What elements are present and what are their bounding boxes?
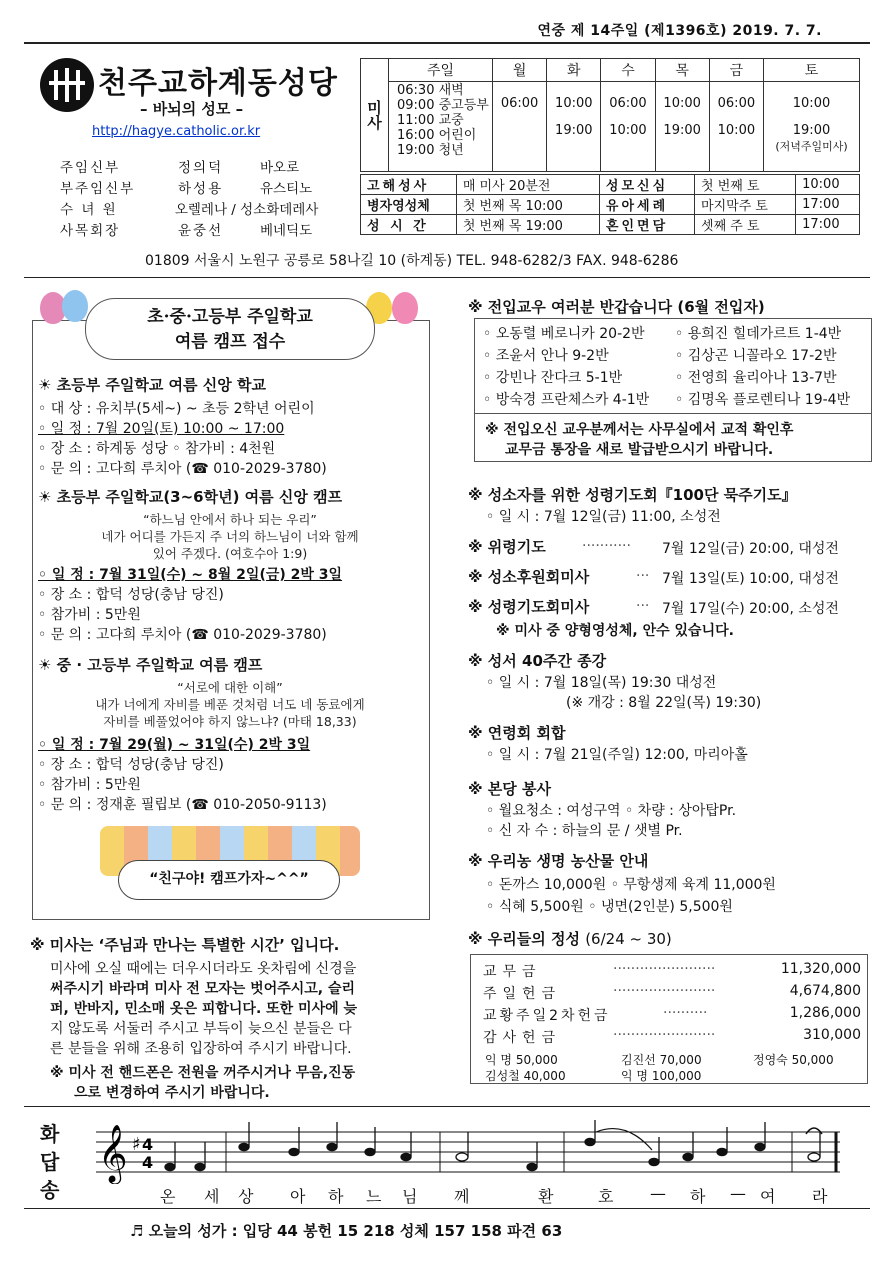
- dotted-leader: ···········: [582, 538, 631, 554]
- lyric-syllable: 께: [454, 1187, 470, 1206]
- lyric-syllable: 아: [290, 1187, 306, 1206]
- offering-row: 교황주일2차헌금 ·········· 1,286,000: [483, 1005, 861, 1024]
- event-title: ※ 본당 봉사: [468, 780, 551, 798]
- camp-quote: 있어 주겠다. (여호수아 1:9): [152, 546, 308, 561]
- mass-schedule-table: 미사 주일 월 화 수 목 금 토 06:30 새벽 09:00 중고등부 11:00 교중 16:00 어린이 19:00 청년 06:00 10:00 19:00 06:00 10:00 10:00 19:00 06:00 10:00 10:00 19:00 (저녁주일미사): [360, 58, 860, 172]
- lyric-syllable: —: [650, 1184, 666, 1203]
- mass-notice-heading: ※ 미사는 ‘주님과 만나는 특별한 시간’ 입니다.: [30, 936, 340, 954]
- lyric-syllable: 님: [402, 1187, 418, 1206]
- event-note: ※ 미사 중 양형영성체, 안수 있습니다.: [496, 623, 734, 639]
- event-detail: 7월 12일(금) 20:00, 대성전: [662, 541, 839, 557]
- event-title: ※ 우리농 생명 농산물 안내: [468, 852, 649, 870]
- event-detail: ◦ 월요청소 : 여성구역 ◦ 차량 : 상아탑Pr.: [486, 803, 737, 819]
- sunday-times: 06:30 새벽 09:00 중고등부 11:00 교중 16:00 어린이 19:00 청년: [389, 82, 493, 172]
- address: 01809 서울시 노원구 공릉로 58나길 10 (하계동) TEL. 948-6282/3 FAX. 948-6286: [145, 253, 679, 269]
- mass-notice-line: 른 분들을 위해 조용히 입장하여 주시기 바랍니다.: [50, 1041, 352, 1057]
- mass-side-label: 미사: [361, 59, 389, 172]
- event-detail: ◦ 일 시 : 7월 18일(목) 19:30 대성전: [486, 675, 717, 691]
- lyric-syllable: 느: [366, 1187, 382, 1206]
- mass-notice-line: 지 않도록 서둘러 주시고 부득이 늦으신 분들은 다: [50, 1021, 352, 1037]
- donor: 정영숙 50,000: [753, 1053, 834, 1067]
- music-staff: [96, 1120, 840, 1184]
- event-title: ※ 연령회 회합: [468, 724, 566, 742]
- issue-info: 연중 제 14주일 (제1396호) 2019. 7. 7.: [537, 23, 822, 39]
- offering-heading: ※ 우리들의 정성 (6/24 ~ 30): [468, 930, 672, 948]
- camp-line: ◦ 문 의 : 고다희 루치아 (☎ 010-2029-3780): [38, 627, 327, 643]
- event-title: ※ 성소후원회미사: [468, 568, 590, 586]
- lyric-syllable: 여: [760, 1187, 776, 1206]
- mass-notice-line: 퍼, 반바지, 민소매 옷은 피합니다. 또한 미사에 늦: [50, 1001, 358, 1017]
- lyric-syllable: 환: [538, 1187, 554, 1206]
- camp-line: ◦ 대 상 : 유치부(5세~) ~ 초등 2학년 어린이: [38, 401, 315, 417]
- church-name: 천주교하계동성당: [98, 66, 338, 101]
- camp-line: ◦ 일 정 : 7월 29(월) ~ 31일(수) 2박 3일: [38, 737, 311, 753]
- donor: 김진선 70,000: [621, 1053, 702, 1067]
- event-title: ※ 성소자를 위한 성령기도회『100단 묵주기도』: [468, 486, 797, 504]
- camp-heading: ☀ 초등부 주일학교(3~6학년) 여름 신앙 캠프: [38, 488, 343, 506]
- church-logo-icon: [40, 58, 94, 112]
- dotted-leader: ···: [636, 598, 650, 614]
- camp-line: ◦ 일 정 : 7월 20일(토) 10:00 ~ 17:00: [38, 421, 285, 437]
- lyric-syllable: 상: [238, 1187, 254, 1206]
- event-title: ※ 성서 40주간 종강: [468, 652, 607, 670]
- divider: [24, 277, 870, 278]
- offering-row: 주일헌금 ······················· 4,674,800: [483, 983, 861, 1002]
- event-detail: ◦ 돈까스 10,000원 ◦ 무항생제 육계 11,000원: [486, 877, 776, 893]
- camp-quote: “하느님 안에서 하나 되는 우리”: [143, 512, 317, 527]
- camp-line: ◦ 문 의 : 고다희 루치아 (☎ 010-2029-3780): [38, 461, 327, 477]
- staff-row: 주임신부 정의덕 바오로: [60, 160, 300, 176]
- svg-text:𝄞: 𝄞: [98, 1124, 128, 1182]
- lyric-syllable: 하: [328, 1187, 344, 1206]
- offering-row: 감사헌금 ······················· 310,000: [483, 1027, 861, 1046]
- lyric-syllable: 하: [690, 1187, 706, 1206]
- psalm-label: 화답송: [40, 1122, 60, 1202]
- camp-heading: ☀ 초등부 주일학교 여름 신앙 학교: [38, 376, 266, 394]
- lyric-syllable: —: [730, 1184, 746, 1203]
- camp-line: ◦ 장 소 : 합덕 성당(충남 당진): [38, 587, 224, 603]
- divider: [24, 1106, 870, 1107]
- camp-line: ◦ 참가비 : 5만원: [38, 607, 141, 623]
- event-title: ※ 위령기도: [468, 538, 546, 556]
- camp-quote: 네가 어디를 가든지 주 너의 하느님이 너와 함께: [101, 529, 359, 544]
- patron: – 바뇌의 성모 –: [140, 100, 244, 118]
- camp-heading: ☀ 중 · 고등부 주일학교 여름 캠프: [38, 656, 263, 674]
- camp-line: ◦ 문 의 : 정재훈 필립보 (☎ 010-2050-9113): [38, 797, 327, 813]
- mass-notice-line: 미사에 오실 때에는 더우시더라도 옷차림에 신경을: [50, 961, 357, 977]
- event-note: ◦ 식혜 5,500원 ◦ 냉면(2인분) 5,500원: [486, 899, 733, 915]
- divider: [24, 42, 870, 44]
- mass-notice-note: ※ 미사 전 핸드폰은 전원을 꺼주시거나 무음,진동: [50, 1065, 356, 1081]
- event-note: (※ 개강 : 8월 22일(목) 19:30): [566, 695, 762, 711]
- balloon-icon: [392, 292, 418, 324]
- event-title: ※ 성령기도회미사: [468, 598, 590, 616]
- svg-text:4: 4: [142, 1135, 154, 1154]
- event-detail: ◦ 일 시 : 7월 21일(주일) 12:00, 마리아홀: [486, 747, 748, 763]
- balloon-icon: [62, 290, 88, 322]
- staff-row: 수 녀 원 오렐레나 / 성소화데레사: [60, 202, 319, 218]
- event-note: ◦ 신 자 수 : 하늘의 문 / 샛별 Pr.: [486, 823, 683, 839]
- svg-text:♯: ♯: [132, 1134, 141, 1155]
- newcomers-box: ◦ 오동렬 베로니카 20-2반 ◦ 용희진 힐데가르트 1-4반 ◦ 조윤서 안나 9-2반 ◦ 김상곤 니꼴라오 17-2반 ◦ 강빈나 잔다크 5-1반 ◦ 전영희 율리아나 13-7반 ◦ 방숙경 프란체스카 4-1반 ◦ 김명옥 플로렌티나 19-4반 ※ 전입오신 교우분께서는 사무실에서 교적 확인후 교무금 통장을 새로 발급받으시기 바랍니다.: [474, 318, 872, 462]
- lyric-syllable: 온: [160, 1187, 176, 1206]
- donor: 익 명 100,000: [621, 1069, 702, 1083]
- camp-quote: 내가 너에게 자비를 베푼 것처럼 너도 네 동료에게: [95, 697, 365, 712]
- camp-line: ◦ 일 정 : 7월 31일(수) ~ 8월 2일(금) 2박 3일: [38, 567, 343, 583]
- camp-quote: 자비를 베풀었어야 하지 않느냐? (마태 18,33): [103, 714, 357, 729]
- lyric-syllable: 세: [204, 1187, 220, 1206]
- mass-notice-note: 으로 변경하여 주시기 바랍니다.: [74, 1085, 270, 1101]
- mass-notice-line: 써주시기 바라며 미사 전 모자는 벗어주시고, 슬리: [50, 981, 356, 997]
- website-link[interactable]: http://hagye.catholic.or.kr: [92, 124, 261, 139]
- sacrament-info-table: 고해성사 매 미사 20분전 성모신심 첫 번째 토 10:00 병자영성체 첫 번째 목 10:00 유아세례 마지막주 토 17:00 성 시 간 첫 번째 목 19:00 혼인면담 셋째 주 토 17:00: [360, 174, 860, 235]
- staff-row: 사목회장 윤중선 베네딕도: [60, 223, 313, 239]
- event-detail: ◦ 일 시 : 7월 12일(금) 11:00, 소성전: [486, 509, 721, 525]
- donor: 김성철 40,000: [485, 1069, 566, 1083]
- staff-row: 부주임신부 하성용 유스티노: [60, 181, 313, 197]
- offering-box: [470, 954, 868, 1084]
- divider: [24, 1208, 870, 1209]
- camp-line: ◦ 참가비 : 5만원: [38, 777, 141, 793]
- camp-line: ◦ 장 소 : 하계동 성당 ◦ 참가비 : 4천원: [38, 441, 276, 457]
- lyric-syllable: 호: [598, 1187, 614, 1206]
- camp-line: ◦ 장 소 : 합덕 성당(충남 당진): [38, 757, 224, 773]
- donor: 익 명 50,000: [485, 1053, 558, 1067]
- lyric-syllable: 라: [812, 1187, 828, 1206]
- event-detail: 7월 13일(토) 10:00, 대성전: [662, 571, 839, 587]
- todays-hymns: ♬ 오늘의 성가 : 입당 44 봉헌 15 218 성체 157 158 파견 63: [130, 1222, 563, 1240]
- offering-row: 교무금 ······················· 11,320,000: [483, 961, 861, 980]
- camp-title-banner: 초·중·고등부 주일학교 여름 캠프 접수: [85, 298, 375, 360]
- camp-cheer-bubble: “친구야! 캠프가자~^^”: [118, 860, 340, 900]
- dotted-leader: ···: [636, 568, 650, 584]
- camp-quote: “서로에 대한 이해”: [177, 680, 283, 695]
- newcomers-heading: ※ 전입교우 여러분 반갑습니다 (6월 전입자): [468, 298, 765, 316]
- event-detail: 7월 17일(수) 20:00, 소성전: [662, 601, 839, 617]
- svg-text:4: 4: [142, 1153, 154, 1172]
